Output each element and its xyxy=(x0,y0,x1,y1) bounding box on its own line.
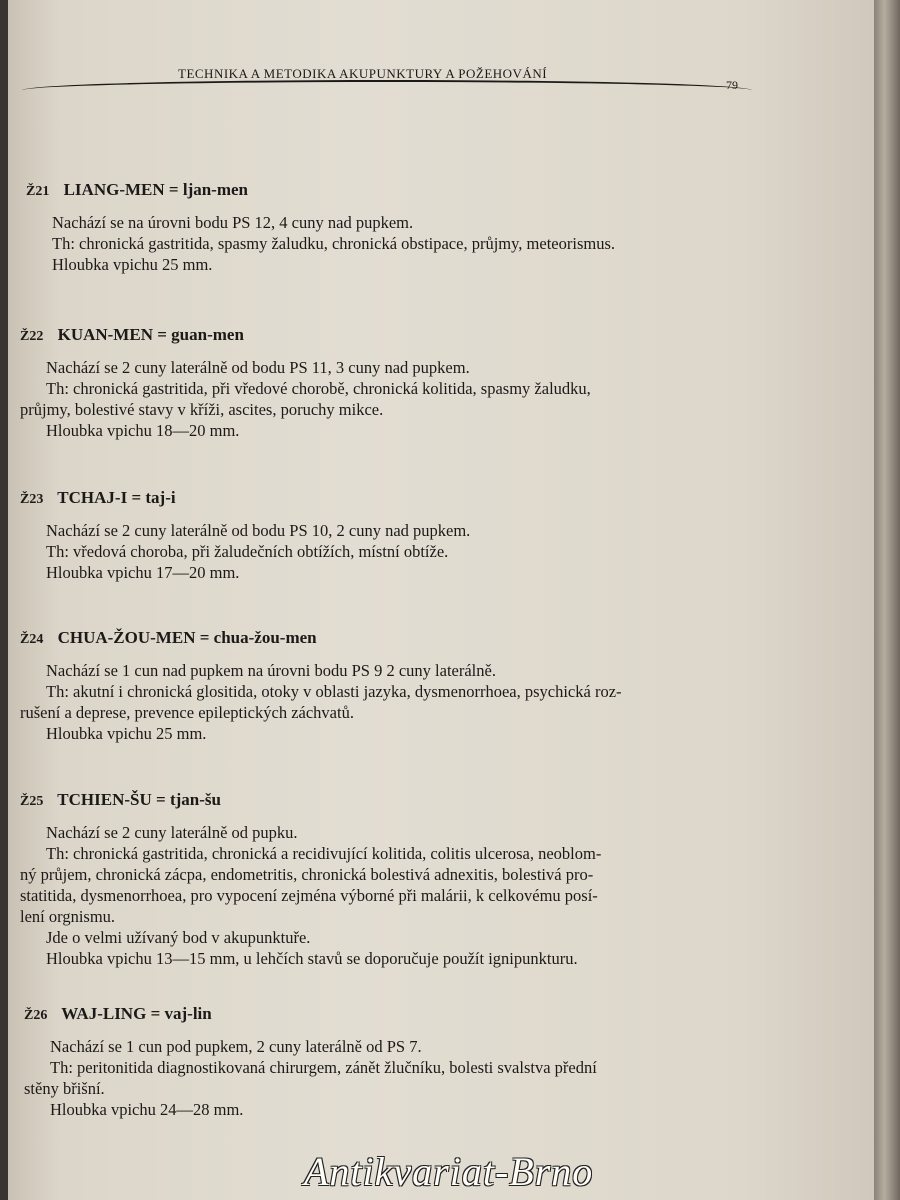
book-page-edges xyxy=(874,0,900,1200)
page-number: 79 xyxy=(726,78,738,92)
entry-title xyxy=(20,488,470,508)
therapy-line-cont: ný průjem, chronická zácpa, endometritis, chronická bolestivá adnexitis, bolestivá pro- xyxy=(20,865,594,884)
book-page xyxy=(8,0,874,1200)
therapy-line: Th: chronická gastritida, chronická a recidivující kolitida, colitis ulcerosa, neoblom- xyxy=(46,844,602,863)
point-transcription: = vaj-lin xyxy=(150,1004,212,1023)
entry-z25 xyxy=(20,790,601,969)
point-name: LIANG-MEN xyxy=(63,180,165,199)
point-code: Ž22 xyxy=(20,329,44,344)
point-code: Ž25 xyxy=(20,794,44,809)
location-line: Nachází se 2 cuny laterálně od pupku. xyxy=(46,823,298,842)
entry-body xyxy=(20,822,601,969)
therapy-line-cont: průjmy, bolestivé stavy v kříži, ascites, poruchy mikce. xyxy=(20,400,384,419)
depth-line: Hloubka vpichu 18—20 mm. xyxy=(46,421,240,440)
location-line: Nachází se 1 cun nad pupkem na úrovni bodu PS 9 2 cuny laterálně. xyxy=(46,661,496,680)
point-code: Ž21 xyxy=(26,184,50,199)
entry-body xyxy=(24,1036,597,1120)
point-transcription: = taj-i xyxy=(131,488,176,507)
entry-z23 xyxy=(20,488,470,583)
entry-title xyxy=(24,1004,597,1024)
entry-z24 xyxy=(20,628,622,744)
entry-z22 xyxy=(20,325,591,441)
location-line: Nachází se 2 cuny laterálně od bodu PS 11, 3 cuny nad pupkem. xyxy=(46,358,470,377)
therapy-line-cont: rušení a deprese, prevence epileptických záchvatů. xyxy=(20,703,354,722)
point-transcription: = tjan-šu xyxy=(156,790,221,809)
point-name: KUAN-MEN xyxy=(57,325,153,344)
watermark: Antikvariat-Brno xyxy=(304,1149,594,1194)
entry-title xyxy=(20,325,591,345)
therapy-line: Th: chronická gastritida, při vředové chorobě, chronická kolitida, spasmy žaludku, xyxy=(46,379,591,398)
therapy-line: Th: peritonitida diagnostikovaná chirurgem, zánět žlučníku, bolesti svalstva přední xyxy=(50,1058,597,1077)
running-header: TECHNIKA A METODIKA AKUPUNKTURY A POŽEHOVÁNÍ xyxy=(178,66,548,81)
depth-line: Hloubka vpichu 25 mm. xyxy=(52,255,213,274)
depth-line: Hloubka vpichu 24—28 mm. xyxy=(50,1100,244,1119)
point-transcription: = ljan-men xyxy=(168,180,249,199)
entry-body xyxy=(20,660,622,744)
depth-line: Hloubka vpichu 17—20 mm. xyxy=(46,563,240,582)
therapy-line: Th: chronická gastritida, spasmy žaludku, chronická obstipace, průjmy, meteorismus. xyxy=(52,234,615,253)
point-name: TCHIEN-ŠU xyxy=(57,790,152,809)
header-rule xyxy=(22,80,752,106)
entry-body xyxy=(20,520,470,583)
entry-title xyxy=(20,628,622,648)
entry-body xyxy=(20,357,591,441)
entry-title xyxy=(20,790,601,810)
point-code: Ž26 xyxy=(24,1008,48,1023)
location-line: Nachází se na úrovni bodu PS 12, 4 cuny nad pupkem. xyxy=(52,213,414,232)
entry-title xyxy=(26,180,615,200)
therapy-line: Th: akutní i chronická glositida, otoky v oblasti jazyka, dysmenorrhoea, psychická roz- xyxy=(46,682,622,701)
depth-line: Hloubka vpichu 25 mm. xyxy=(46,724,207,743)
therapy-line-cont: statitida, dysmenorrhoea, pro vypocení zejména výborné při malárii, k celkovému posí- xyxy=(20,886,598,905)
entry-z21 xyxy=(26,180,615,275)
point-code: Ž23 xyxy=(20,492,44,507)
note-line: Jde o velmi užívaný bod v akupunktuře. xyxy=(46,928,311,947)
point-name: TCHAJ-I xyxy=(57,488,128,507)
point-code: Ž24 xyxy=(20,632,44,647)
depth-line: Hloubka vpichu 13—15 mm, u lehčích stavů se doporučuje použít ignipunkturu. xyxy=(46,949,578,968)
entry-body xyxy=(26,212,615,275)
therapy-line: Th: vředová choroba, při žaludečních obtížích, místní obtíže. xyxy=(46,542,449,561)
point-transcription: = guan-men xyxy=(157,325,244,344)
location-line: Nachází se 2 cuny laterálně od bodu PS 10, 2 cuny nad pupkem. xyxy=(46,521,471,540)
point-name: WAJ-LING xyxy=(61,1004,147,1023)
location-line: Nachází se 1 cun pod pupkem, 2 cuny laterálně od PS 7. xyxy=(50,1037,422,1056)
point-transcription: = chua-žou-men xyxy=(199,628,317,647)
therapy-line-cont: lení orgnismu. xyxy=(20,907,116,926)
point-name: CHUA-ŽOU-MEN xyxy=(57,628,196,647)
therapy-line-cont: stěny břišní. xyxy=(24,1079,105,1098)
entry-z26 xyxy=(24,1004,597,1120)
